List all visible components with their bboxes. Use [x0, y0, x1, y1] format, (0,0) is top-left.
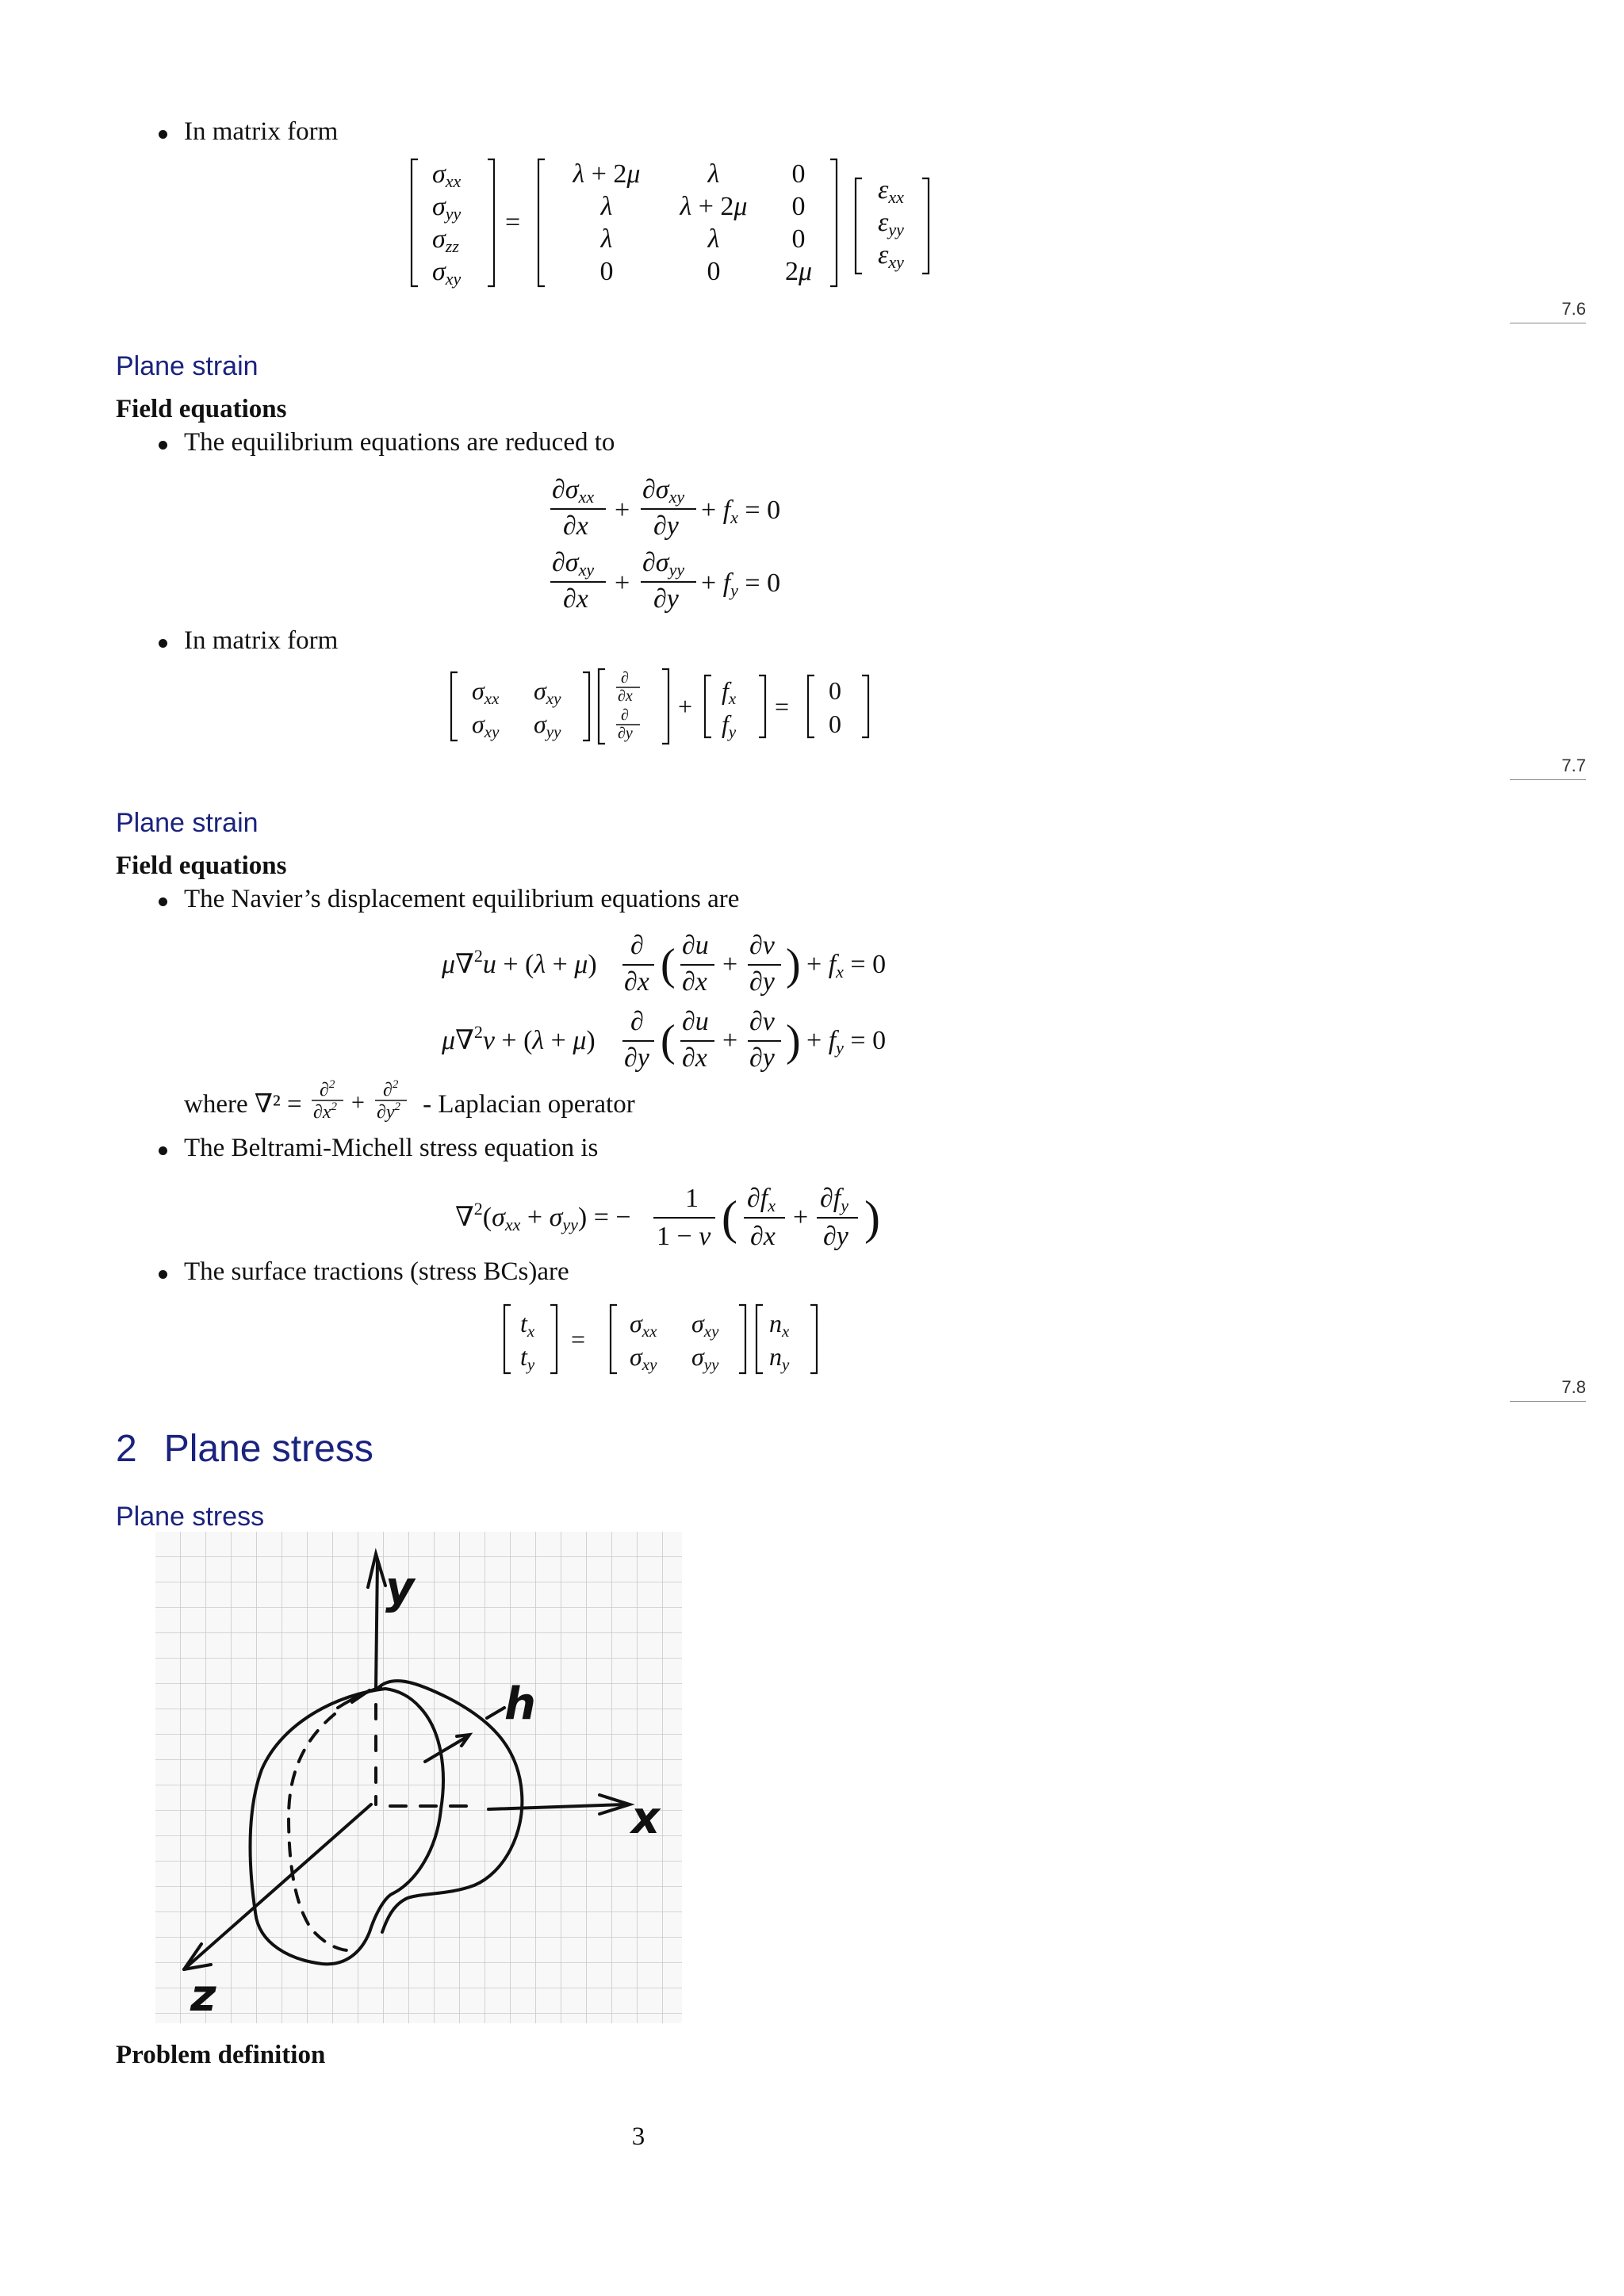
svg-text:fx: fx	[722, 676, 737, 708]
svg-text:∂v: ∂v	[749, 1007, 775, 1036]
svg-text:εxy: εxy	[878, 240, 904, 272]
svg-text:0: 0	[791, 192, 806, 221]
plane-stress-sketch	[155, 1532, 682, 2023]
svg-text:λ + 2μ: λ + 2μ	[573, 159, 641, 189]
svg-text:λ: λ	[600, 224, 613, 254]
svg-text:σzz: σzz	[432, 224, 459, 256]
bullet-equilibrium-reduced: The equilibrium equations are reduced to	[184, 428, 615, 457]
svg-text:1 − ν: 1 − ν	[657, 1222, 711, 1251]
bullet-dot	[159, 897, 167, 906]
page-number: 3	[631, 2122, 645, 2151]
frame-number-7-7: 7.7	[1510, 756, 1586, 780]
svg-text:σyy: σyy	[432, 192, 462, 224]
frame-number-7-6: 7.6	[1510, 299, 1586, 323]
svg-text:∂x: ∂x	[618, 687, 633, 705]
equilibrium-equations	[547, 469, 817, 627]
svg-text:∂: ∂	[630, 931, 644, 960]
svg-text:λ + 2μ: λ + 2μ	[680, 192, 748, 221]
svg-text:ty: ty	[520, 1342, 535, 1374]
svg-text:∂v: ∂v	[749, 931, 775, 960]
svg-text:): )	[786, 940, 801, 989]
svg-text:∂u: ∂u	[682, 931, 709, 960]
svg-text:∂: ∂	[630, 1007, 644, 1036]
laplacian-suffix: - Laplacian operator	[423, 1090, 635, 1119]
field-equations-heading-1: Field equations	[116, 395, 287, 423]
svg-text:∂σxy: ∂σxy	[642, 475, 685, 507]
equilibrium-matrix-equation	[448, 668, 900, 754]
svg-text:∂x: ∂x	[750, 1222, 776, 1251]
svg-text:fy: fy	[722, 710, 737, 741]
thickness-label-h: h	[504, 1678, 536, 1730]
svg-text:=: =	[775, 692, 790, 721]
section-title: Plane stress	[163, 1428, 373, 1470]
svg-text:∂x: ∂x	[682, 1043, 707, 1073]
svg-text:λ: λ	[707, 224, 720, 254]
surface-traction-equation	[501, 1300, 850, 1387]
svg-text:σyy: σyy	[534, 710, 561, 741]
svg-text:+: +	[615, 496, 630, 525]
svg-text:+: +	[793, 1203, 809, 1232]
svg-text:): )	[786, 1016, 801, 1066]
svg-text:∂σxx: ∂σxx	[552, 475, 595, 507]
bullet-surface-tractions: The surface tractions (stress BCs)are	[184, 1257, 569, 1286]
svg-text:nx: nx	[769, 1309, 790, 1341]
svg-text:(: (	[722, 1192, 737, 1244]
laplacian-note	[184, 1078, 635, 1123]
bullet-navier: The Navier’s displacement equilibrium equations are	[184, 885, 740, 913]
svg-text:(: (	[661, 940, 676, 989]
svg-text:=: =	[571, 1325, 586, 1353]
svg-text:λ: λ	[707, 159, 720, 189]
svg-text:∂x: ∂x	[563, 511, 588, 541]
svg-text:0: 0	[791, 224, 806, 254]
svg-text:=: =	[505, 208, 521, 237]
axis-label-z: z	[190, 1970, 216, 2022]
frame-title-plane-strain-2: Plane strain	[116, 808, 259, 838]
svg-text:∇2(σxx + σyy) = −: ∇$^2$(σxx + σyy) = −	[455, 1199, 631, 1234]
svg-text:tx: tx	[520, 1309, 535, 1341]
svg-text:+: +	[722, 1026, 738, 1055]
svg-text:∂y: ∂y	[653, 511, 679, 541]
frame-title-plane-strain-1: Plane strain	[116, 351, 259, 381]
svg-text:σxx: σxx	[432, 159, 462, 191]
svg-text:∂y: ∂y	[823, 1222, 848, 1251]
axis-label-x: x	[631, 1793, 661, 1844]
svg-text:2μ: 2μ	[784, 257, 813, 286]
svg-text:+: +	[615, 568, 630, 598]
section-heading	[116, 1427, 373, 1471]
bullet-dot	[159, 1146, 167, 1155]
axis-label-y: y	[385, 1563, 415, 1614]
svg-text:μ∇2v + (λ + μ): μ∇$^2$v + (λ + μ)	[442, 1022, 596, 1055]
svg-text:+: +	[722, 950, 738, 979]
svg-text:+: +	[350, 1089, 365, 1116]
beltrami-michell-equation	[454, 1172, 898, 1266]
bullet-dot	[159, 1270, 167, 1279]
frame-title-plane-stress: Plane stress	[116, 1502, 265, 1532]
svg-text:σxy: σxy	[432, 257, 462, 289]
svg-text:∂x: ∂x	[682, 967, 707, 997]
svg-text:+ fy = 0: + fy = 0	[806, 1026, 887, 1058]
svg-text:∂u: ∂u	[682, 1007, 709, 1036]
frame-number-7-8: 7.8	[1510, 1377, 1586, 1402]
bullet-beltrami: The Beltrami-Michell stress equation is	[184, 1134, 599, 1162]
svg-text:∂: ∂	[621, 669, 629, 687]
svg-text:∂y: ∂y	[749, 1043, 775, 1073]
svg-text:λ: λ	[600, 192, 613, 221]
svg-text:+ fx = 0: + fx = 0	[701, 496, 781, 527]
svg-text:∂x: ∂x	[563, 584, 588, 614]
bullet-dot	[159, 639, 167, 648]
bullet-dot	[159, 441, 167, 450]
svg-text:σyy: σyy	[691, 1342, 719, 1374]
svg-text:σxy: σxy	[534, 676, 561, 708]
svg-text:∂fx: ∂fx	[747, 1184, 776, 1215]
svg-text:∂: ∂	[621, 706, 629, 724]
svg-text:∂σxy: ∂σxy	[552, 548, 595, 580]
svg-text:(: (	[661, 1016, 676, 1066]
svg-text:∂y2: $\partial y^2$	[376, 1100, 400, 1123]
bullet-matrix-form-2: In matrix form	[184, 626, 339, 655]
svg-text:0: 0	[829, 676, 841, 705]
svg-text:ny: ny	[769, 1342, 790, 1374]
svg-text:∂x: ∂x	[624, 967, 649, 997]
section-number: 2	[116, 1428, 137, 1470]
svg-text:σxx: σxx	[472, 676, 500, 708]
svg-text:∂y: ∂y	[653, 584, 679, 614]
svg-text:+ fx = 0: + fx = 0	[806, 950, 887, 982]
svg-text:+: +	[678, 692, 693, 721]
svg-text:∂y: ∂y	[624, 1043, 649, 1073]
svg-text:∂2: ∂$^2$	[319, 1078, 335, 1101]
svg-text:σxx: σxx	[630, 1309, 657, 1341]
svg-text:∂x2: $\partial x^2$	[312, 1100, 337, 1123]
svg-text:0: 0	[599, 257, 614, 286]
laplacian-prefix: where ∇² =	[184, 1090, 302, 1119]
svg-text:): )	[864, 1192, 880, 1244]
svg-text:∂y: ∂y	[749, 967, 775, 997]
svg-text:μ∇2u + (λ + μ): μ∇$^2$u + (λ + μ)	[442, 946, 597, 979]
svg-text:∂σyy: ∂σyy	[642, 548, 685, 580]
navier-equations	[440, 924, 916, 1089]
svg-text:εxx: εxx	[878, 175, 904, 207]
svg-text:1: 1	[685, 1184, 699, 1213]
svg-text:σxy: σxy	[691, 1309, 719, 1341]
bullet-dot	[159, 130, 167, 139]
svg-text:0: 0	[791, 159, 806, 189]
svg-text:∂fy: ∂fy	[820, 1184, 849, 1215]
field-equations-heading-2: Field equations	[116, 851, 287, 880]
svg-text:0: 0	[829, 710, 841, 738]
svg-text:∂2: ∂$^2$	[382, 1078, 399, 1101]
svg-text:0: 0	[707, 257, 721, 286]
problem-definition-heading: Problem definition	[116, 2041, 326, 2069]
svg-text:σxy: σxy	[630, 1342, 657, 1374]
bullet-matrix-form-1: In matrix form	[184, 117, 339, 146]
svg-text:+ fy = 0: + fy = 0	[701, 568, 781, 600]
svg-text:σxy: σxy	[472, 710, 500, 741]
svg-text:εyy: εyy	[878, 208, 904, 239]
constitutive-matrix-equation	[408, 155, 932, 300]
svg-text:∂y: ∂y	[618, 725, 633, 742]
